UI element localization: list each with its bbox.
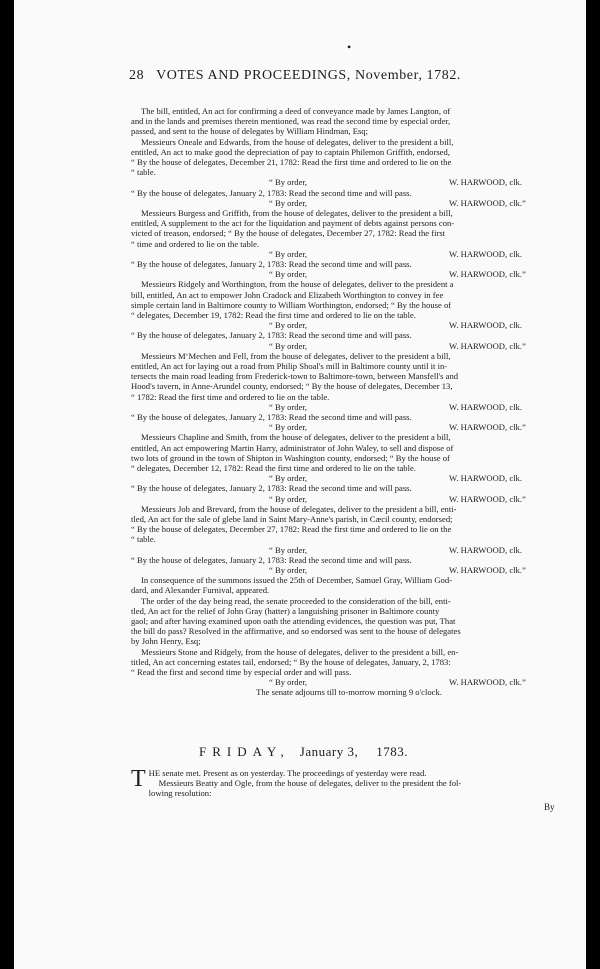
by-order-text: “ By order, [269, 177, 308, 188]
clerk-signature: W. HARWOOD, clk.” [449, 269, 526, 280]
signature-line [131, 341, 567, 351]
by-order-text: “ By order, [269, 340, 308, 351]
by-order-text: “ By order, [269, 422, 308, 433]
day-year: 1783. [376, 744, 408, 759]
text-line: entitled, A supplement to the act for the liquidation and payment of debts against persons con- [131, 218, 455, 229]
text-line: gaol; and after having examined upon oath the attending evidences, the question was put, That [131, 615, 456, 626]
running-title: VOTES AND PROCEEDINGS, November, 1782. [156, 68, 462, 83]
signature-line [131, 177, 567, 187]
clerk-signature: W. HARWOOD, clk. [449, 177, 522, 188]
signature-line [131, 320, 567, 330]
page-number: 28 [129, 68, 145, 83]
text-line: Messieurs Oneale and Edwards, from the house of delegates, deliver to the president a bill, [141, 136, 454, 147]
page-header [129, 68, 586, 84]
body-text [131, 106, 567, 698]
text-line: Messieurs M‘Mechen and Fell, from the house of delegates, deliver to the president a bill, [141, 350, 451, 361]
signature-line [131, 198, 567, 208]
by-order-text: “ By order, [269, 320, 308, 331]
text-line: “ 1782: Read the first time and ordered to lie on the table. [131, 391, 330, 402]
clerk-signature: W. HARWOOD, clk.” [449, 422, 526, 433]
clerk-signature: W. HARWOOD, clk. [449, 320, 522, 331]
ornament: • [347, 40, 352, 54]
text-line: Messieurs Job and Brevard, from the house of delegates, deliver to the president a bill, enti- [141, 503, 457, 514]
text-line: “ time and ordered to lie on the table. [131, 238, 260, 249]
text-line: Hood's tavern, in Anne-Arundel county, endorsed; “ By the house of delegates, December 13, [131, 381, 453, 392]
text-line: The order of the day being read, the senate proceeded to the consideration of the bill, enti- [141, 595, 451, 606]
signature-line [131, 249, 567, 259]
text-line: tersects the main road leading from Frederick-town to Baltimore-town, between Mansfell's and [131, 371, 459, 382]
text-line: Messieurs Stone and Ridgely, from the house of delegates, deliver to the president a bill, en- [141, 646, 459, 657]
clerk-signature: W. HARWOOD, clk.” [449, 340, 526, 351]
day-heading [199, 744, 519, 760]
text-line: “ By the house of delegates, January 2, 1783: Read the second time and will pass. [131, 483, 412, 494]
clerk-signature: W. HARWOOD, clk.” [449, 197, 526, 208]
text-line: “ By the house of delegates, January 2, 1783: Read the second time and will pass. [131, 411, 412, 422]
text-line: Messieurs Burgess and Griffith, from the house of delegates, deliver to the president a bill, [141, 208, 453, 218]
text-line: passed, and sent to the house of delegates by William Hindman, Esq; [131, 126, 368, 137]
by-order-text: “ By order, [269, 248, 308, 259]
signature-line [131, 269, 567, 279]
by-order-text: “ By order, [269, 544, 308, 555]
text-line: entitled, An act to make good the depreciation of pay to captain Philemon Griffith, endorsed, [131, 146, 450, 157]
text-line: victed of treason, endorsed; “ By the house of delegates, December 27, 1782: Read the first [131, 228, 446, 239]
text-line: the bill do pass? Resolved in the affirmative, and so endorsed was sent to the house of delegates [131, 626, 461, 637]
document-page [14, 0, 586, 969]
day-name: FRIDAY, [199, 744, 290, 759]
clerk-signature: W. HARWOOD, clk. [449, 401, 522, 412]
text-line: Messieurs Beatty and Ogle, from the house of delegates, deliver to the president the fol- [158, 778, 462, 789]
drop-cap: T [131, 766, 146, 792]
by-order-text: “ By order, [269, 197, 308, 208]
text-line: Messieurs Ridgely and Worthington, from the house of delegates, deliver to the president a [141, 279, 454, 290]
text-line: tled, An act for the relief of John Gray (hatter) a languishing prisoner in Baltimore county [131, 605, 440, 616]
by-order-text: “ By order, [269, 493, 308, 504]
by-order-text: “ By order, [269, 677, 308, 688]
clerk-signature: W. HARWOOD, clk.” [449, 564, 526, 575]
text-line: “ table. [131, 534, 156, 545]
signature-line [131, 494, 567, 504]
clerk-signature: W. HARWOOD, clk.” [449, 493, 526, 504]
text-line: “ By the house of delegates, December 27, 1782: Read the first time and ordered to lie on the [131, 524, 452, 535]
by-order-text: “ By order, [269, 564, 308, 575]
signature-line [131, 473, 567, 483]
signature-line [131, 422, 567, 432]
text-line: dard, and Alexander Furnival, appeared. [131, 585, 270, 596]
text-line: “ By the house of delegates, January 2, 1783: Read the second time and will pass. [131, 330, 412, 341]
text-line: entitled, An act empowering Martin Harry, administrator of John Waley, to sell and dispose of [131, 442, 454, 453]
text-line: “ By the house of delegates, January 2, 1783: Read the second time and will pass. [131, 187, 412, 198]
text-line: “ table. [131, 167, 156, 178]
text-line: “ Read the first and second time by especial order and will pass. [131, 666, 352, 677]
catchword: By [544, 802, 555, 812]
text-line: “ By the house of delegates, January 2, 1783: Read the second time and will pass. [131, 259, 412, 269]
text-line: “ delegates, December 12, 1782: Read the first time and ordered to lie on the table. [131, 462, 416, 473]
adjournment-line: The senate adjourns till to-morrow morning 9 o'clock. [256, 687, 442, 698]
signature-line [131, 677, 567, 687]
clerk-signature: W. HARWOOD, clk. [449, 473, 522, 484]
text-line: bill, entitled, An act to empower John Cradock and Elizabeth Worthington to convey in fee [131, 289, 444, 300]
text-line: “ By the house of delegates, January 2, 1783: Read the second time and will pass. [131, 554, 412, 565]
by-order-text: “ By order, [269, 269, 308, 280]
clerk-signature: W. HARWOOD, clk. [449, 248, 522, 259]
signature-line [131, 565, 567, 575]
text-line: In consequence of the summons issued the 25th of December, Samuel Gray, William God- [141, 575, 452, 586]
clerk-signature: W. HARWOOD, clk. [449, 544, 522, 555]
friday-proceedings [131, 768, 567, 799]
text-line: entitled, An act for laying out a road from Philip Shoal's mill in Baltimore county until it in- [131, 360, 448, 371]
text-line: and in the lands and premises therein mentioned, was read the second time by especial order, [131, 116, 451, 127]
text-line: simple certain land in Baltimore county to William Worthington, endorsed; “ By the house of [131, 299, 452, 310]
text-line: two lots of ground in the town of Shipton in Washington county, endorsed; “ By the house of [131, 452, 450, 463]
by-order-text: “ By order, [269, 473, 308, 484]
text-line: HE senate met. Present as on yesterday. The proceedings of yesterday were read. [148, 768, 427, 778]
signature-line [131, 402, 567, 412]
text-line: tled, An act for the sale of glebe land in Saint Mary-Anne's parish, in Cæcil county, endorsed; [131, 513, 453, 524]
clerk-signature: W. HARWOOD, clk.” [449, 677, 526, 688]
text-line: titled, An act concerning estates tail, endorsed; “ By the house of delegates, January, 2, 1783: [131, 656, 451, 667]
by-order-text: “ By order, [269, 401, 308, 412]
text-line: by John Henry, Esq; [131, 636, 201, 647]
text-line: The bill, entitled, An act for confirming a deed of conveyance made by James Langton, of [141, 106, 451, 116]
text-line: lowing resolution: [148, 788, 212, 799]
signature-line [131, 545, 567, 555]
day-date: January 3, [299, 744, 359, 759]
text-line: Messieurs Chapline and Smith, from the house of delegates, deliver to the president a bill, [141, 432, 451, 443]
text-line: “ delegates, December 19, 1782: Read the first time and ordered to lie on the table. [131, 310, 416, 320]
text-line: “ By the house of delegates, December 21, 1782: Read the first time and ordered to lie on the [131, 157, 452, 168]
